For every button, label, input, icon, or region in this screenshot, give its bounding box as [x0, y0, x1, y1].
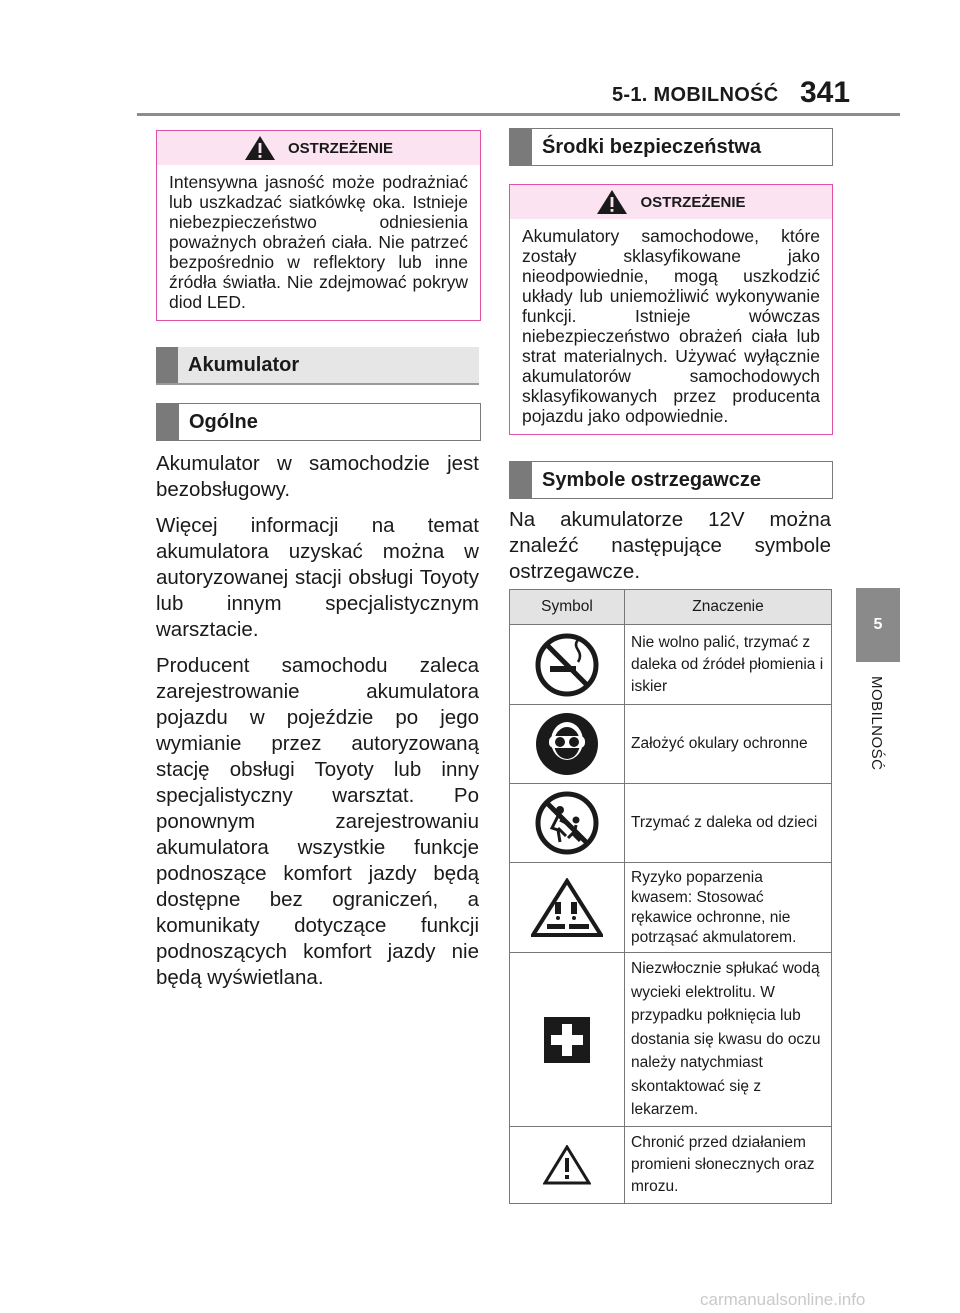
table-row	[510, 625, 832, 705]
meaning-text: Chronić przed działaniem promieni słonecznych oraz mrozu.	[625, 1127, 832, 1204]
paragraph: Akumulator w samochodzie jest bezobsługowy.	[156, 452, 479, 501]
meaning-text: Trzymać z daleka od dzieci	[625, 784, 832, 863]
table-row	[510, 953, 832, 1127]
paragraph: Na akumulatorze 12V można znaleźć następujące symbole ostrzegawcze.	[509, 508, 831, 583]
warning-box-led	[156, 130, 481, 321]
page-number: 341	[800, 76, 851, 109]
meaning-text: Ryzyko poparzenia kwasem: Stosować rękawice ochronne, nie potrząsać akmulatorem.	[625, 863, 832, 953]
table-row	[510, 863, 832, 953]
table-row	[510, 1127, 832, 1204]
warning-header	[510, 185, 832, 219]
warning-header	[157, 131, 480, 165]
first-aid-icon	[544, 1017, 590, 1063]
watermark: carmanualsonline.info	[700, 1290, 866, 1309]
warning-text: Akumulatory samochodowe, które zostały sklasyfikowane jako nieodpowiednie, mogą uszkodzić układy lub uniemożliwić wykonywanie funkcji. Istnieje wówczas niebezpieczeństwo obrażeń ciała lub strat materialnych. Używać wyłącznie akumulatorów samochodowych sklasyfikowanych przez producenta pojazdu jako odpowiednie.	[522, 226, 820, 426]
heading-ogolne: Ogólne	[156, 403, 481, 441]
meaning-text: Niezwłocznie spłukać wodą wycieki elektrolitu. W przypadku połknięcia lub dostania się kwasu do oczu należy natychmiast skontaktować się z lekarzem.	[625, 953, 832, 1127]
paragraph: Producent samochodu zaleca zarejestrowanie akumulatora pojazdu w pojeździe po jego wymianie przez autoryzowaną stację obsługi Toyoty lub inny specjalistyczny warsztat. Po ponownym zarejestrowaniu akumulatora wszystkie funkcje podnoszące komfort jazdy będą dostępne bez ograniczeń, a komunikaty dotyczące funkcji podnoszących komfort jazdy nie będą wyświetlana.	[156, 654, 479, 989]
body-text-left	[156, 451, 479, 1001]
meaning-text: Nie wolno palić, trzymać z daleka od źródeł płomienia i iskier	[625, 625, 832, 705]
column-header-symbol: Symbol	[510, 590, 625, 625]
warning-box-battery	[509, 184, 833, 435]
table-header-row	[510, 590, 832, 625]
heading-akumulator: Akumulator	[156, 347, 479, 385]
chapter-label: MOBILNOŚĆ	[868, 676, 885, 771]
section-title: 5-1. MOBILNOŚĆ	[612, 84, 779, 106]
meaning-text: Założyć okulary ochronne	[625, 705, 832, 784]
header-divider	[137, 113, 900, 116]
warning-text: Intensywna jasność może podrażniać lub uszkadzać siatkówkę oka. Istnieje niebezpieczeństwo odniesienia poważnych obrażeń ciała. Nie patrzeć bezpośrednio w reflektory lub inne źródła światła. Nie zdejmować pokryw diod LED.	[169, 172, 468, 312]
warning-triangle-icon	[244, 135, 276, 161]
heading-symbols: Symbole ostrzegawcze	[509, 461, 833, 499]
warning-title: OSTRZEŻENIE	[287, 139, 393, 157]
symbols-intro	[509, 507, 831, 595]
table-row	[510, 705, 832, 784]
heading-safety: Środki bezpieczeństwa	[509, 128, 833, 166]
no-children-icon	[534, 790, 600, 856]
warning-title: OSTRZEŻENIE	[640, 193, 746, 211]
column-header-meaning: Znaczenie	[625, 590, 832, 625]
chapter-tab[interactable]: 5	[856, 588, 900, 662]
safety-goggles-icon	[534, 711, 600, 777]
warning-triangle-icon	[596, 189, 628, 215]
corrosive-acid-icon	[531, 878, 603, 938]
table-row	[510, 784, 832, 863]
paragraph: Więcej informacji na temat akumulatora uzyskać można w autoryzowanej stacji obsługi Toyoty lub innym specjalistycznym warsztacie.	[156, 514, 479, 641]
no-smoking-icon	[534, 632, 600, 698]
symbols-table	[509, 589, 832, 1204]
warning-triangle-icon	[543, 1145, 591, 1185]
